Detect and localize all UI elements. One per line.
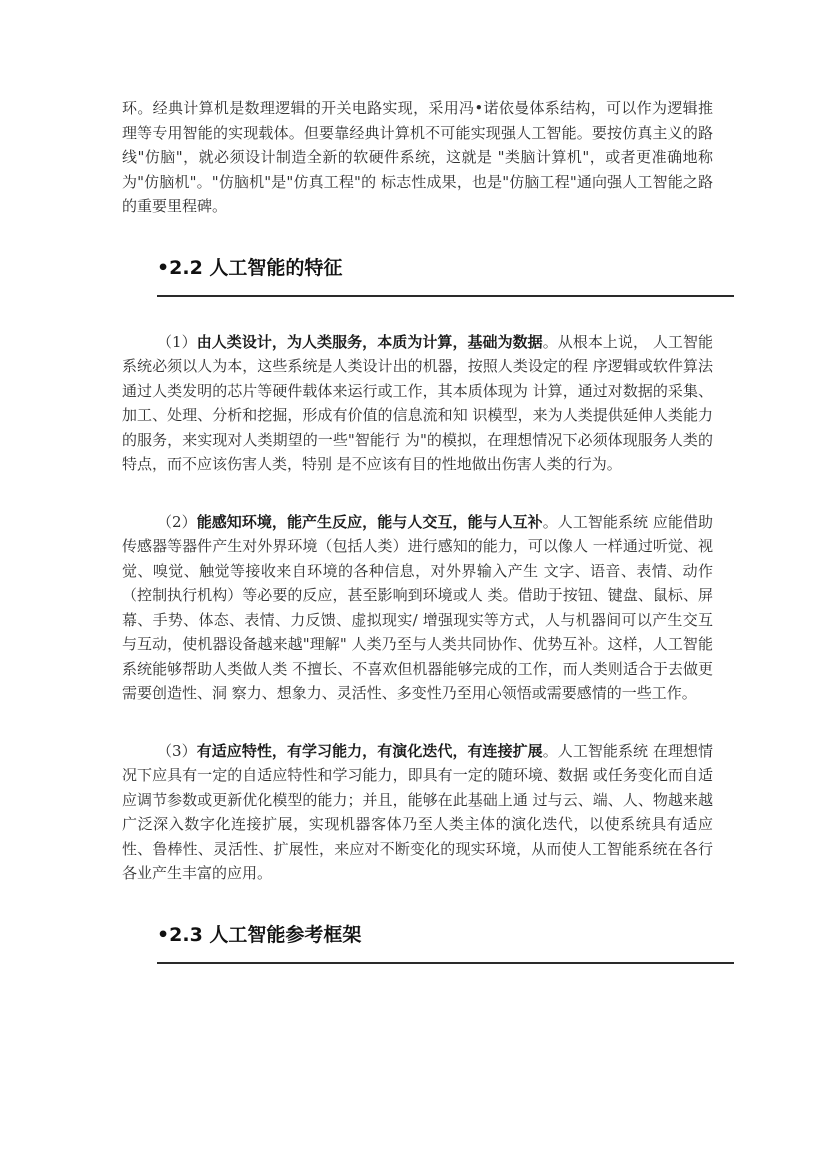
- feature-paragraph-1: [122, 330, 713, 477]
- feature-paragraph-2: [122, 510, 713, 706]
- page-content: [122, 96, 713, 964]
- item-number: （1）: [157, 332, 197, 351]
- section-heading-2-2: •2.2 人工智能的特征: [157, 256, 343, 279]
- item-lead: 由人类设计，为人类服务，本质为计算，基础为数据: [196, 332, 543, 351]
- item-body: 。从根本上说， 人工智能系统必须以人为本，这些系统是人类设计出的机器，按照人类设定的程 序逻辑或软件算法通过人类发明的芯片等硬件载体来运行或工作，其本质体现为 计算，通过对数据的采集、加工、处理、分析和挖掘，形成有价值的信息流和知 识模型，来为人类提供延伸人类能力的服务，来实现对人类期望的一些"智能行 为"的模拟，在理想情况下必须体现服务人类的特点，而不应该伤害人类，特别 是不应该有目的性地做出伤害人类的行为。: [122, 332, 713, 473]
- item-body: 。人工智能系统 在理想情况下应具有一定的自适应特性和学习能力，即具有一定的随环境、数据 或任务变化而自适应调节参数或更新优化模型的能力；并且，能够在此基础上通 过与云、端、人、物越来越广泛深入数字化连接扩展，实现机器客体乃至人类主体的演化迭代，以使系统具有适应性、鲁棒性、灵活性、扩展性，来应对不断变化的现实环境，从而使人工智能系统在各行各业产生丰富的应用。: [122, 741, 713, 882]
- heading-rule: [157, 962, 734, 964]
- intro-paragraph: 环。经典计算机是数理逻辑的开关电路实现，采用冯•诺依曼体系结构，可以作为逻辑推理等专用智能的实现载体。但要靠经典计算机不可能实现强人工智能。要按仿真主义的路线"仿脑"，就必须设计制造全新的软硬件系统，这就是 "类脑计算机"，或者更准确地称为"仿脑机"。"仿脑机"是"仿真工程"的 标志性成果，也是"仿脑工程"通向强人工智能之路的重要里程碑。: [122, 99, 713, 215]
- section-2-3-header: [122, 922, 713, 964]
- item-lead: 有适应特性，有学习能力，有演化迭代，有连接扩展: [196, 741, 543, 760]
- item-number: （2）: [157, 512, 197, 531]
- section-heading-2-3: •2.3 人工智能参考框架: [157, 923, 362, 946]
- item-body: 。人工智能系统 应能借助传感器等器件产生对外界环境（包括人类）进行感知的能力，可以像人 一样通过听觉、视觉、嗅觉、触觉等接收来自环境的各种信息，对外界输入产生 文字、语音、表情、动作（控制执行机构）等必要的反应，甚至影响到环境或人 类。借助于按钮、键盘、鼠标、屏幕、手势、体态、表情、力反馈、虚拟现实/ 增强现实等方式，人与机器间可以产生交互与互动，使机器设备越来越"理解" 人类乃至与人类共同协作、优势互补。这样，人工智能系统能够帮助人类做人类 不擅长、不喜欢但机器能够完成的工作，而人类则适合于去做更需要创造性、洞 察力、想象力、灵活性、多变性乃至用心领悟或需要感情的一些工作。: [122, 512, 713, 702]
- item-number: （3）: [157, 741, 197, 760]
- item-lead: 能感知环境，能产生反应，能与人交互，能与人互补: [196, 512, 543, 531]
- feature-paragraph-3: [122, 739, 713, 886]
- section-2-2-header: [122, 255, 713, 297]
